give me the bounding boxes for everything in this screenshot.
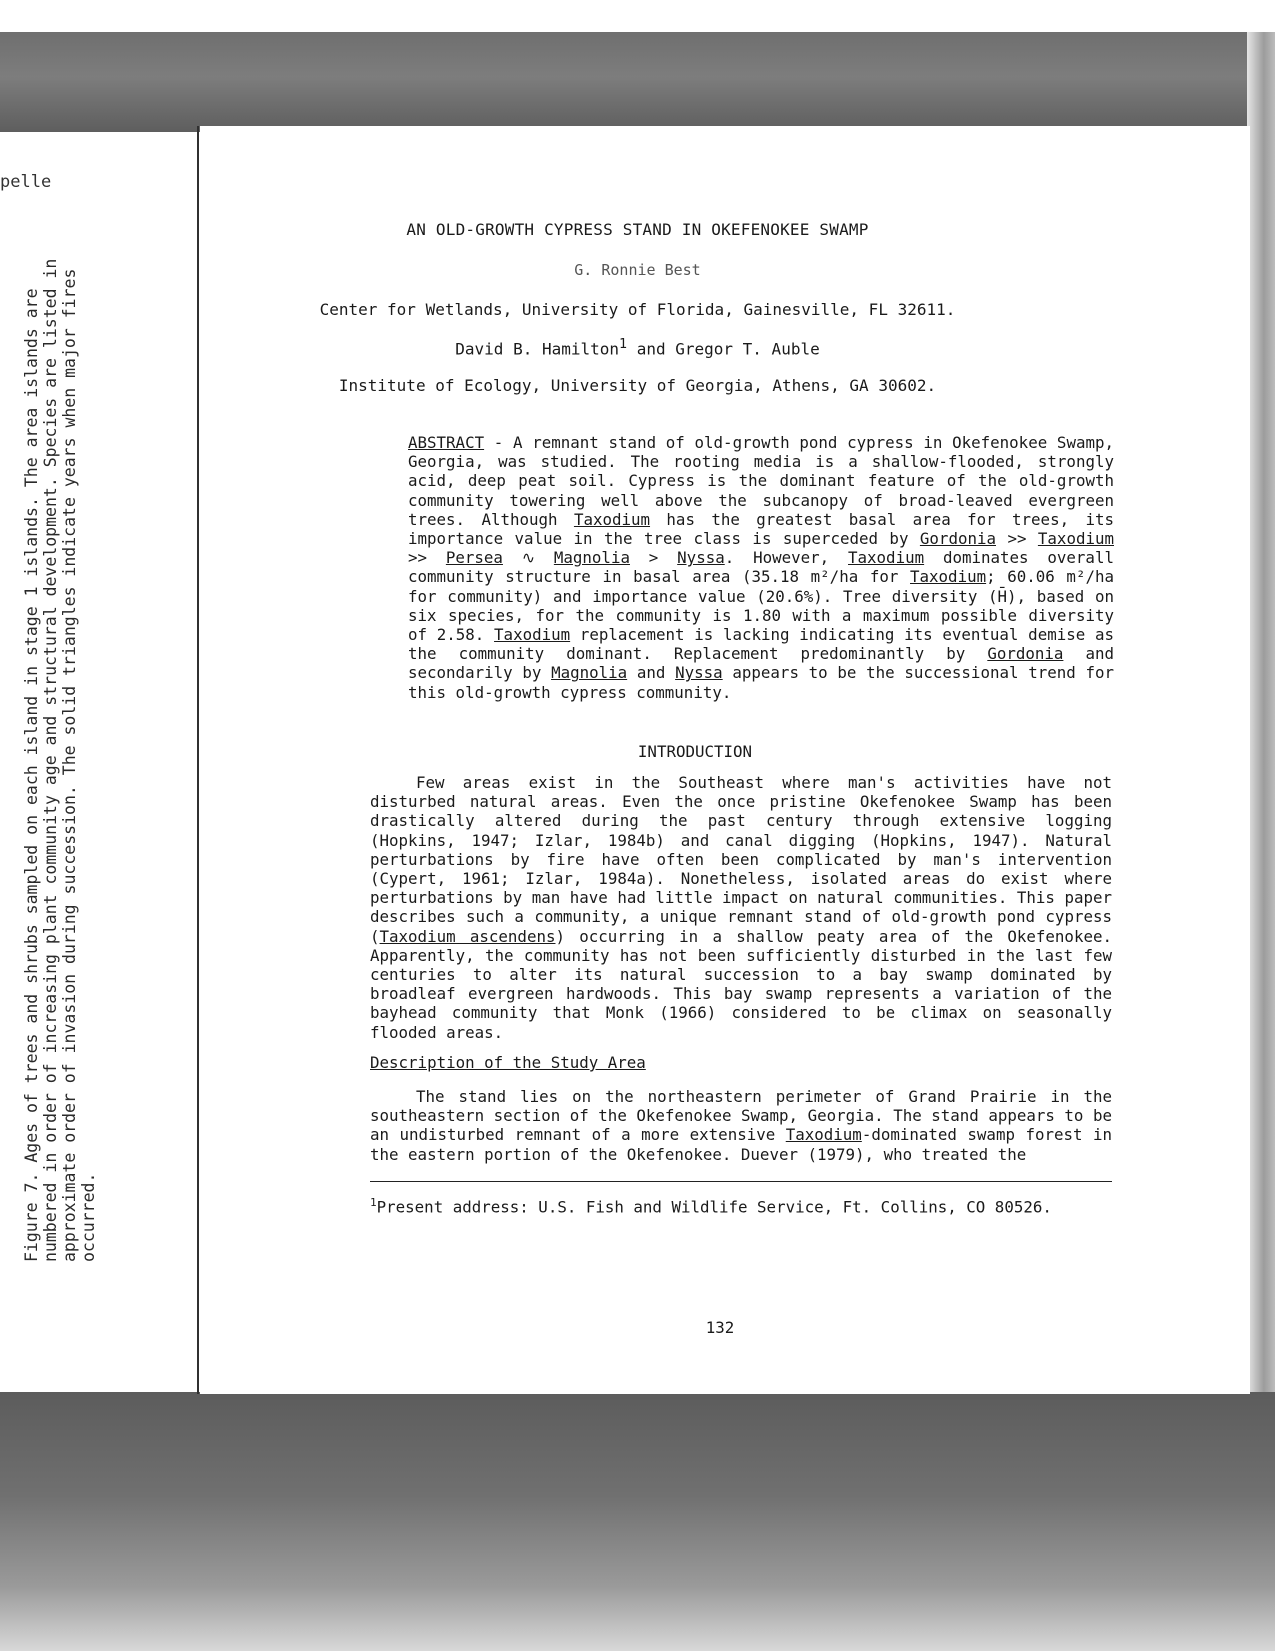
abstract-text: >> (408, 548, 446, 568)
abstract-text: appears to be the successional trend for this old-growth cypress community. (408, 663, 1114, 702)
abstract-label: ABSTRACT (408, 433, 485, 452)
genus-name: Gordonia (919, 529, 996, 549)
genus-name: Magnolia (551, 663, 628, 683)
genus-name: Taxodium (494, 625, 571, 645)
page-number: 132 (705, 1318, 735, 1337)
genus-name: Taxodium (848, 548, 925, 568)
abstract-text: has the greatest basal area for trees, its importance value in the tree class is superceded by (408, 509, 1115, 549)
abstract-text: ; 60.06 m²/ha for community) and importance value (20.6%). Tree diversity (H̄), based on six species, for the community is 1.80 with a maximum possible diversity of 2.58. (408, 567, 1114, 645)
body-text: -dominated swamp forest in the eastern portion of the Okefenokee. Duever (1979), who treated the (370, 1125, 1113, 1164)
body-text: ) occurring in a shallow peaty area of the Okefenokee. Apparently, the community has not been sufficiently disturbed in the last few centuries to alter its natural succession to a bay swamp dominated by broadleaf evergreen hardwoods. This bay swamp represents a variation of the bayhead community that Monk (1966) considered to be climax on seasonally flooded areas. (370, 926, 1112, 1042)
genus-name: Taxodium (1037, 529, 1114, 549)
abstract-text: replacement is lacking indicating its eventual demise as the community dominant. Replacement predominantly by (408, 625, 1114, 664)
footnote-rule (370, 1181, 1112, 1182)
genus-name: Persea (445, 548, 503, 568)
footnote-mark: 1 (370, 1196, 377, 1209)
scan-bottom-shadow (0, 1392, 1275, 1651)
genus-name: Gordonia (987, 644, 1064, 664)
facing-page-tab: pelle (0, 172, 52, 192)
author-primary: G. Ronnie Best (574, 261, 701, 279)
abstract-text: and secondarily by (408, 644, 1114, 683)
section-heading-introduction: INTRODUCTION (637, 742, 753, 761)
paper-title: AN OLD-GROWTH CYPRESS STAND IN OKEFENOKEE SWAMP (406, 220, 869, 239)
genus-name: Magnolia (553, 548, 630, 568)
abstract-text: - A remnant stand of old-growth pond cypress in Okefenokee Swamp, Georgia, was studied. The rooting media is a shallow-flooded, strongly acid, deep peat soil. Cypress is the dominant feature of the old-growth community towering well above the subcanopy of broad-leaved evergreen trees. Although (408, 433, 1114, 529)
abstract-text: ∿ (502, 548, 554, 568)
facing-caption-line: approximate order of invasion during succession. The solid triangles indicate years when major fires (60, 268, 79, 1262)
affiliation-primary: Center for Wetlands, University of Florida, Gainesville, FL 32611. (319, 300, 956, 319)
genus-name: Taxodium (910, 567, 987, 587)
footnote (370, 1196, 1052, 1216)
introduction-paragraph (370, 773, 1112, 1042)
abstract-text: and (627, 663, 676, 683)
footnote-text: Present address: U.S. Fish and Wildlife Service, Ft. Collins, CO 80526. (376, 1197, 1052, 1217)
scan-top-shadow (0, 32, 1275, 132)
facing-caption-line: occurred. (79, 1172, 98, 1262)
body-text: The stand lies on the northeastern perimeter of Grand Prairie in the southeastern section of the Okefenokee Swamp, Georgia. The stand appears to be an undisturbed remnant of a more extensive (370, 1087, 1112, 1145)
genus-name: Taxodium (573, 509, 651, 529)
abstract-paragraph (408, 433, 1114, 702)
author-secondary (0, 337, 1275, 358)
abstract-text: . However, (724, 548, 849, 568)
abstract-text: dominates overall community structure in basal area (35.18 m²/ha for (408, 548, 1114, 587)
body-text: Few areas exist in the Southeast where man's activities have not disturbed natural areas. Even the once pristine Okefenokee Swamp has been drastically altered during the past century through extensive logging (Hopkins, 1947; Izlar, 1984b) and canal digging (Hopkins, 1947). Natural perturbations by fire have often been complicated by man's intervention (Cypert, 1961; Izlar, 1984a). Nonetheless, isolated areas do exist where perturbations by man have had little impact on natural communities. This paper describes such a community, a unique remnant stand of old-growth pond cypress ( (370, 773, 1112, 946)
genus-name: Nyssa (677, 548, 725, 568)
section-heading-study-area: Description of the Study Area (370, 1053, 646, 1072)
facing-page-caption (22, 258, 98, 1262)
study-area-paragraph (370, 1087, 1112, 1164)
genus-name: Nyssa (675, 663, 723, 683)
facing-caption-line: Figure 7. Ages of trees and shrubs sampled on each island in stage 1 islands. The area islands are (22, 288, 41, 1262)
facing-caption-line: numbered in order of increasing plant community age and structural development. Species are listed in (41, 258, 60, 1262)
abstract-text: > (629, 548, 678, 568)
genus-name: Taxodium (785, 1125, 862, 1145)
species-name: Taxodium ascendens (379, 926, 556, 946)
abstract-text: >> (996, 529, 1038, 549)
footnote-marker: 1 (619, 337, 628, 352)
affiliation-secondary: Institute of Ecology, University of Georgia, Athens, GA 30602. (338, 376, 937, 395)
author-secondary-tail: and Gregor T. Auble (627, 339, 820, 359)
author-secondary-name: David B. Hamilton (455, 339, 620, 359)
